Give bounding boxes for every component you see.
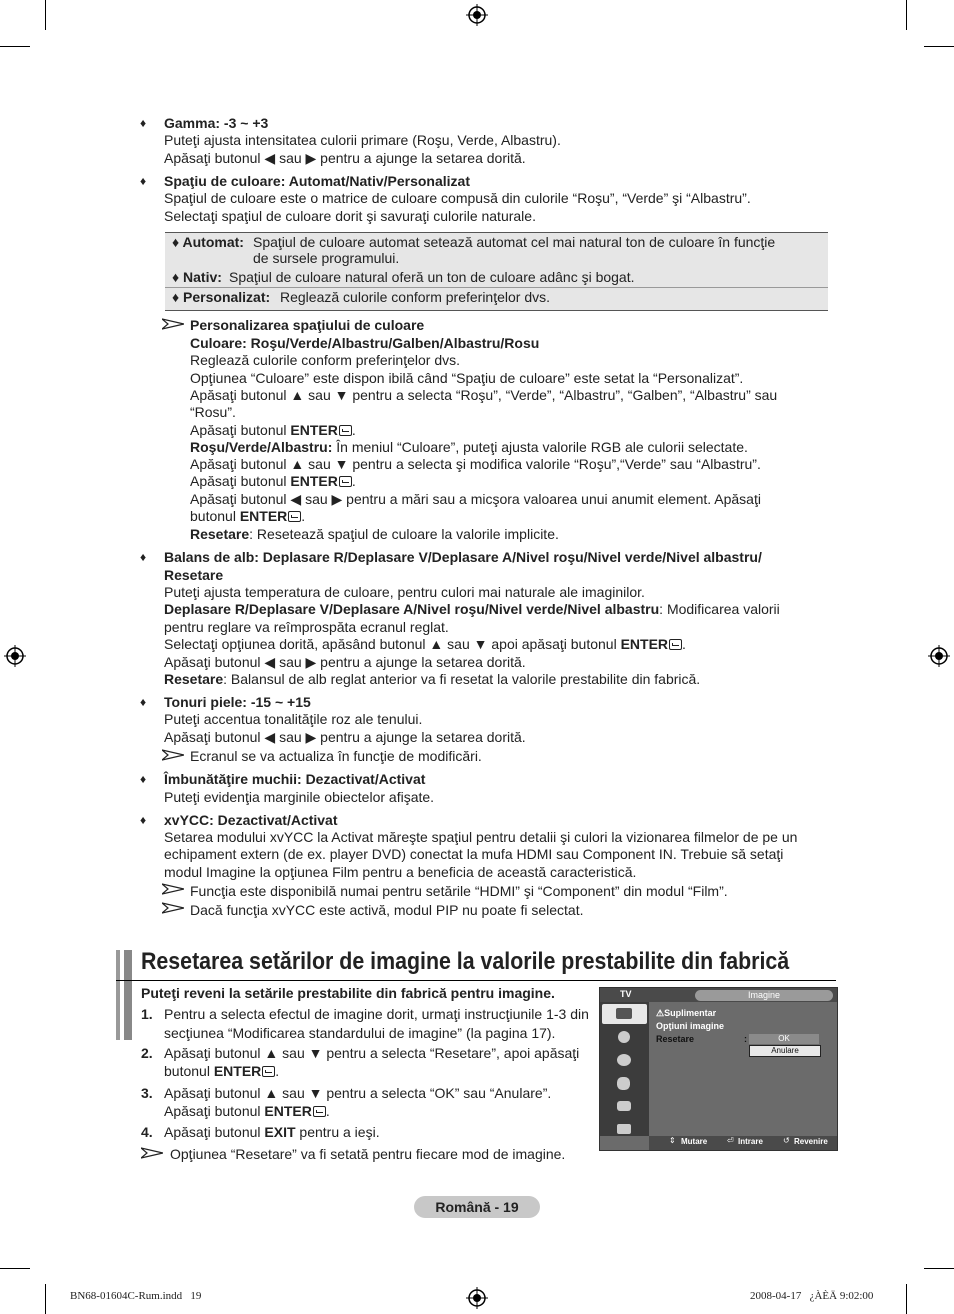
xvycc-note: Dacă funcţia xvYCC este activă, modul PIP nu poate fi selectat. [190, 902, 584, 918]
enter-icon: ⏎ [727, 1136, 734, 1145]
section-note: Opţiunea “Resetare” va fi setată pentru fiecare mod de imagine. [170, 1146, 566, 1162]
white-balance-text: Apăsaţi butonul ◀ sau ▶ pentru a ajunge la setarea dorită. [164, 654, 526, 670]
note-arrow-icon [162, 318, 184, 330]
registration-mark-icon [4, 645, 26, 667]
box-text: de sursele programului. [253, 250, 400, 266]
updown-icon: ⇕ [669, 1136, 676, 1145]
custom-space-text: Apăsaţi butonul ▲ sau ▼ pentru a selecta “Roşu”, “Verde”, “Albastru”, “Galben”, “Albastru” sau [190, 387, 778, 403]
box-text: Spaţiul de culoare automat setează automat cel mai natural ton de culoare în funcţie [253, 234, 776, 250]
white-balance-title: Balans de alb: Deplasare R/Deplasare V/Deplasare A/Nivel roşu/Nivel verde/Nivel albastru/ [164, 549, 762, 565]
registration-mark-icon [466, 1287, 488, 1309]
section-heading: Resetarea setărilor de imagine la valorile prestabilite din fabrică [141, 948, 790, 975]
enter-icon [288, 511, 301, 522]
bullet-diamond-icon: ♦ [140, 813, 147, 827]
crop-mark [45, 0, 46, 30]
gamma-text: Puteţi ajusta intensitatea culorii primare (Roşu, Verde, Albastru). [164, 132, 561, 148]
enter-icon [313, 1106, 326, 1117]
white-balance-title: Resetare [164, 567, 224, 583]
custom-space-text: Apăsaţi butonul ◀ sau ▶ pentru a mări sau a micşora valoarea unui anumit element. Apăsaţi [190, 491, 761, 507]
osd-app-icon [617, 1124, 631, 1134]
tv-menu-screenshot [599, 987, 838, 1151]
osd-input-icon [617, 1101, 631, 1111]
bullet-diamond-icon: ♦ [140, 550, 147, 564]
custom-space-subtitle: Culoare: Roşu/Verde/Albastru/Galben/Albastru/Rosu [190, 335, 540, 351]
step-text: Apăsaţi butonul ▲ sau ▼ pentru a selecta “OK” sau “Anulare”. [164, 1085, 552, 1101]
step-text: Pentru a selecta efectul de imagine dorit, urmaţi instrucţiunile 1-3 din [164, 1006, 589, 1022]
white-balance-text: Puteţi ajusta temperatura de culoare, pentru culori mai naturale ale imaginilor. [164, 584, 645, 600]
skin-tone-text: Puteţi accentua tonalităţile roz ale tenului. [164, 711, 423, 727]
crop-mark [924, 1268, 954, 1269]
osd-channel-icon [617, 1054, 631, 1066]
enter-icon [339, 425, 352, 436]
crop-mark [45, 1284, 46, 1314]
step-number: 4. [141, 1124, 153, 1140]
return-icon: ↺ [783, 1136, 790, 1145]
white-balance-text: pentru reglare va reîmprospăta ecranul reglat. [164, 619, 449, 635]
box-label: ♦ Automat: [172, 234, 244, 250]
step-text: secţiunea “Modificarea standardului de imagine” (la pagina 17). [164, 1025, 556, 1041]
osd-row-options: Opţiuni imagine [656, 1021, 725, 1031]
box-text: Reglează culorile conform preferinţelor dvs. [280, 289, 551, 305]
xvycc-text: modul Imagine la opţiunea Film pentru a beneficia de această caracteristică. [164, 864, 637, 880]
step-text: butonul ENTER . [164, 1063, 280, 1079]
custom-space-text: “Rosu”. [190, 404, 236, 420]
note-arrow-icon [162, 749, 184, 761]
osd-row-extra: ⚠Suplimentar [656, 1008, 717, 1018]
step-text: Apăsaţi butonul EXIT pentru a ieşi. [164, 1124, 380, 1140]
enter-icon [262, 1066, 275, 1077]
osd-nav-move: Mutare [681, 1137, 708, 1146]
date-slug: 2008-04-17 ¿ÀÈÄ 9:02:00 [750, 1290, 874, 1302]
heading-bar [124, 950, 132, 1040]
page-number-badge: Română - 19 [414, 1196, 540, 1218]
osd-title: Imagine [695, 990, 833, 1001]
crop-mark [906, 1284, 907, 1314]
bullet-diamond-icon: ♦ [140, 772, 147, 786]
white-balance-text: Deplasare R/Deplasare V/Deplasare A/Nivel roşu/Nivel verde/Nivel albastru: Modificarea valorii [164, 601, 780, 617]
color-space-title: Spaţiu de culoare: Automat/Nativ/Personalizat [164, 173, 470, 189]
custom-space-text: Apăsaţi butonul ENTER . [190, 422, 356, 438]
custom-space-text: Apăsaţi butonul ▲ sau ▼ pentru a selecta şi modifica valorile “Roşu”,“Verde” sau “Albastru”. [190, 456, 761, 472]
skin-tone-title: Tonuri piele: -15 ~ +15 [164, 694, 311, 710]
custom-space-text: Resetare: Resetează spaţiul de culoare la valorile implicite. [190, 526, 559, 542]
osd-row-reset: Resetare [656, 1034, 695, 1044]
note-arrow-icon [141, 1147, 163, 1159]
custom-space-text: Opţiunea “Culoare” este dispon ibilă când “Spaţiu de culoare” este setat la “Personalizat”. [190, 370, 744, 386]
osd-ok-option[interactable]: OK [749, 1034, 819, 1044]
osd-nav-enter: Intrare [738, 1137, 763, 1146]
note-arrow-icon [162, 902, 184, 914]
custom-space-text: Reglează culorile conform preferinţelor dvs. [190, 352, 461, 368]
color-space-text: Spaţiul de culoare este o matrice de culoare compusă din culorile “Roşu”, “Verde” şi “Albastru”. [164, 190, 751, 206]
xvycc-text: echipament extern (de ex. player DVD) conectat la mufa HDMI sau Component IN. Trebuie să setaţi [164, 846, 784, 862]
custom-space-title: Personalizarea spaţiului de culoare [190, 317, 425, 333]
white-balance-text: Selectaţi opţiunea dorită, apăsând butonul ▲ sau ▼ apoi apăsaţi butonul ENTER . [164, 636, 686, 652]
enter-icon [669, 639, 682, 650]
box-label: ♦ Nativ: [172, 269, 222, 285]
heading-rule [116, 980, 836, 981]
box-label: ♦ Personalizat: [172, 289, 271, 305]
divider [165, 287, 828, 288]
step-number: 2. [141, 1045, 153, 1061]
osd-colon: : [744, 1034, 747, 1044]
edge-enhancement-text: Puteţi evidenţia marginile obiectelor afişate. [164, 789, 435, 805]
crop-mark [906, 0, 907, 30]
custom-space-text: Roşu/Verde/Albastru: În meniul “Culoare”, puteţi ajusta valorile RGB ale culorii selectate. [190, 439, 748, 455]
bullet-diamond-icon: ♦ [140, 174, 147, 188]
osd-tv-label: TV [620, 989, 632, 999]
box-text: Spaţiul de culoare natural oferă un ton de culoare adânc şi bogat. [229, 269, 635, 285]
osd-cancel-option[interactable]: Anulare [749, 1045, 821, 1057]
step-number: 1. [141, 1006, 153, 1022]
edge-enhancement-title: Îmbunătăţire muchii: Dezactivat/Activat [164, 771, 426, 787]
section-intro: Puteţi reveni la setările prestabilite din fabrică pentru imagine. [141, 985, 555, 1001]
crop-mark [0, 46, 30, 47]
gamma-title: Gamma: -3 ~ +3 [164, 115, 269, 131]
osd-picture-icon [616, 1008, 632, 1019]
osd-sound-icon [618, 1031, 630, 1043]
heading-bar [116, 950, 120, 1040]
xvycc-title: xvYCC: Dezactivat/Activat [164, 812, 338, 828]
custom-space-text: butonul ENTER . [190, 508, 306, 524]
bullet-diamond-icon: ♦ [140, 695, 147, 709]
step-number: 3. [141, 1085, 153, 1101]
white-balance-text: Resetare: Balansul de alb reglat anterior va fi resetat la valorile prestabilite din fabrică. [164, 671, 701, 687]
gamma-text: Apăsaţi butonul ◀ sau ▶ pentru a ajunge la setarea dorită. [164, 150, 526, 166]
registration-mark-icon [928, 645, 950, 667]
note-arrow-icon [162, 883, 184, 895]
crop-mark [924, 46, 954, 47]
custom-space-text: Apăsaţi butonul ENTER . [190, 473, 356, 489]
registration-mark-icon [466, 4, 488, 26]
step-text: Apăsaţi butonul ▲ sau ▼ pentru a selecta “Resetare”, apoi apăsaţi [164, 1045, 580, 1061]
xvycc-note: Funcţia este disponibilă numai pentru setările “HDMI” şi “Component” din modul “Film”. [190, 883, 728, 899]
color-space-text: Selectaţi spaţiul de culoare dorit şi savuraţi culorile naturale. [164, 208, 536, 224]
crop-mark [0, 1268, 30, 1269]
skin-tone-note: Ecranul se va actualiza în funcţie de modificări. [190, 748, 482, 764]
enter-icon [339, 476, 352, 487]
file-slug: BN68-01604C-Rum.indd 19 [70, 1290, 202, 1302]
xvycc-text: Setarea modului xvYCC la Activat măreşte spaţiul pentru detalii şi culori la vizionarea filmelor de pe un [164, 829, 798, 845]
skin-tone-text: Apăsaţi butonul ◀ sau ▶ pentru a ajunge la setarea dorită. [164, 729, 526, 745]
bullet-diamond-icon: ♦ [140, 116, 147, 130]
osd-nav-return: Revenire [794, 1137, 828, 1146]
step-text: Apăsaţi butonul ENTER . [164, 1103, 330, 1119]
osd-setup-icon [617, 1077, 630, 1090]
